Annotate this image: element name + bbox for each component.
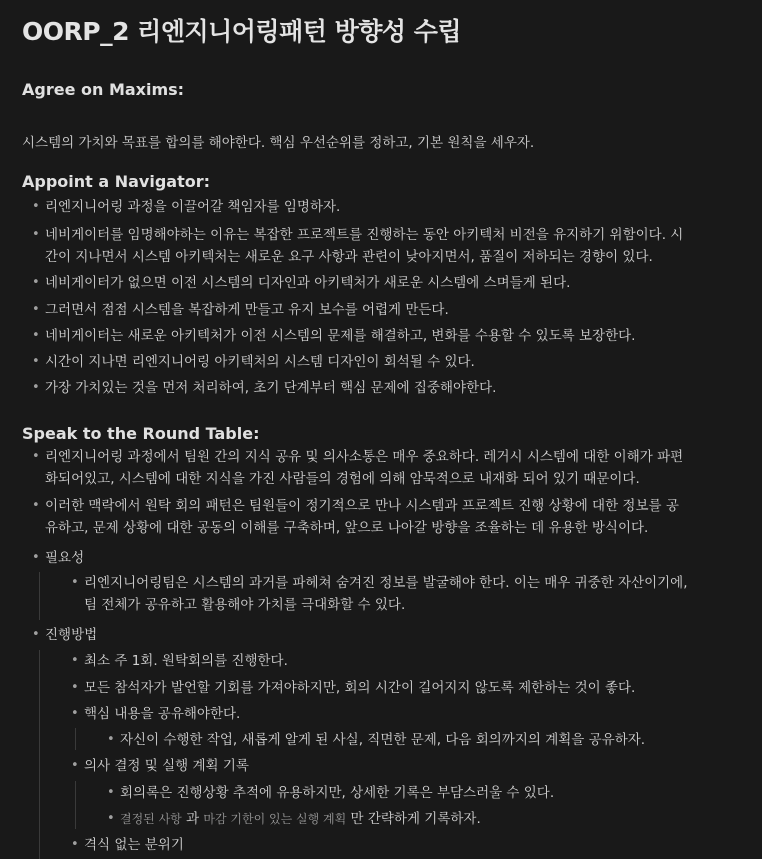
heading-agree-on-maxims: Agree on Maxims:	[22, 80, 185, 99]
bullet-icon: •	[107, 732, 115, 747]
list-item-text: 그러면서 점점 시스템을 복잡하게 만들고 유지 보수를 어렵게 만든다.	[45, 302, 449, 318]
list-item	[71, 572, 688, 616]
list-item-text: 회의록은 진행상황 추적에 유용하지만, 상세한 기록은 부담스러울 수 있다.	[120, 785, 555, 801]
list-item-text: 자신이 수행한 작업, 새롭게 알게 된 사실, 직면한 문제, 다음 회의까지의 계획을 공유하자.	[120, 732, 646, 748]
list-item	[71, 677, 636, 699]
bullet-icon: •	[32, 380, 40, 395]
list-item-text: 네비게이터는 새로운 아키텍처가 이전 시스템의 문제를 해결하고, 변화를 수용할 수 있도록 보장한다.	[45, 328, 636, 344]
list-item-text: 격식 없는 분위기	[84, 837, 184, 853]
list-item-text: 리엔지니어링팀은 시스템의 과거를 파헤쳐 숨겨진 정보를 발굴해야 한다. 이는 매우 귀중한 자산이기에,	[84, 575, 688, 591]
inline-code-action-plan: 마감 기한이 있는 실행 계획	[203, 812, 347, 826]
list-item-text: 이러한 맥락에서 원탁 회의 패턴은 팀원들이 정기적으로 만나 시스템과 프로젝트 진행 상황에 대한 정보를 공	[45, 498, 679, 514]
list-item-text: 필요성	[45, 550, 85, 566]
list-item	[107, 729, 646, 751]
heading-speak-to-the-round-table: Speak to the Round Table:	[22, 424, 260, 443]
list-item-text: 모든 참석자가 발언할 기회를 가져야하지만, 회의 시간이 길어지지 않도록 제한하는 것이 좋다.	[84, 680, 636, 696]
page-title: OORP_2 리엔지니어링패턴 방향성 수립	[22, 17, 462, 46]
bullet-icon: •	[107, 811, 115, 826]
list-item	[32, 299, 449, 321]
nesting-guide-line	[39, 650, 40, 859]
list-item-text: 리엔지니어링 과정에서 팀원 간의 지식 공유 및 의사소통은 매우 중요하다. 레거시 시스템에 대한 이해가 파편	[45, 449, 684, 465]
list-item	[32, 272, 571, 294]
list-item	[32, 325, 636, 347]
list-item	[71, 650, 288, 672]
list-item	[71, 755, 249, 777]
list-item-process	[32, 624, 98, 646]
list-item-text: 핵심 내용을 공유해야한다.	[84, 706, 241, 722]
bullet-icon: •	[32, 328, 40, 343]
nesting-guide-line	[75, 728, 76, 750]
list-item-text: 진행방법	[45, 627, 98, 643]
bullet-icon: •	[32, 449, 40, 464]
heading-appoint-a-navigator: Appoint a Navigator:	[22, 172, 211, 191]
list-item-text: 화되어있고, 시스템에 대한 지식을 가진 사람들의 경험에 의해 암묵적으로 내재화 되어 있기 때문이다.	[45, 471, 640, 487]
list-item	[32, 495, 679, 539]
bullet-icon: •	[32, 227, 40, 242]
bullet-icon: •	[32, 498, 40, 513]
bullet-icon: •	[107, 785, 115, 800]
list-item	[71, 834, 184, 856]
list-item	[32, 196, 341, 218]
list-item-text: 리엔지니어링 과정을 이끌어갈 책임자를 임명하자.	[45, 199, 341, 215]
list-item	[71, 703, 241, 725]
list-item	[32, 446, 684, 490]
list-item	[32, 224, 684, 268]
bullet-icon: •	[32, 550, 40, 565]
inline-code-decided: 결정된 사항	[120, 812, 182, 826]
list-item-text: 의사 결정 및 실행 계획 기록	[84, 758, 249, 774]
bullet-icon: •	[71, 706, 79, 721]
inline-text-and: 과	[186, 811, 200, 827]
bullet-icon: •	[32, 354, 40, 369]
list-item-text: 네비게이터가 없으면 이전 시스템의 디자인과 아키텍처가 새로운 시스템에 스며들게 된다.	[45, 275, 571, 291]
list-item-text: 가장 가치있는 것을 먼저 처리하여, 초기 단계부터 핵심 문제에 집중해야한다.	[45, 380, 497, 396]
bullet-icon: •	[71, 837, 79, 852]
bullet-icon: •	[32, 275, 40, 290]
maxims-paragraph: 시스템의 가치와 목표를 합의를 해야한다. 핵심 우선순위를 정하고, 기본 원칙을 세우자.	[22, 135, 535, 151]
bullet-icon: •	[32, 199, 40, 214]
list-item-necessity	[32, 547, 85, 569]
list-item	[107, 782, 555, 804]
bullet-icon: •	[71, 680, 79, 695]
list-item-text	[120, 808, 481, 830]
list-item-text: 시간이 지나면 리엔지니어링 아키텍처의 시스템 디자인이 회석될 수 있다.	[45, 354, 475, 370]
bullet-icon: •	[71, 575, 79, 590]
bullet-icon: •	[32, 302, 40, 317]
nesting-guide-line	[75, 781, 76, 829]
list-item-text: 유하고, 문제 상황에 대한 공동의 이해를 구축하며, 앞으로 나아갈 방향을 조율하는 데 유용한 방식이다.	[45, 520, 649, 536]
bullet-icon: •	[71, 653, 79, 668]
bullet-icon: •	[71, 758, 79, 773]
list-item-text: 간이 지나면서 시스템 아키텍처는 새로운 요구 사항과 관련이 낮아지면서, 품질이 저하되는 경향이 있다.	[45, 249, 653, 265]
nesting-guide-line	[39, 572, 40, 620]
list-item	[32, 351, 475, 373]
bullet-icon: •	[32, 627, 40, 642]
list-item	[32, 377, 497, 399]
list-item-text: 최소 주 1회. 원탁회의를 진행한다.	[84, 653, 288, 669]
inline-text-record-briefly: 만 간략하게 기록하자.	[350, 811, 481, 827]
list-item	[107, 808, 481, 830]
list-item-text: 팀 전체가 공유하고 활용해야 가치를 극대화할 수 있다.	[84, 597, 406, 613]
list-item-text: 네비게이터를 임명해야하는 이유는 복잡한 프로젝트를 진행하는 동안 아키텍처 비전을 유지하기 위함이다. 시	[45, 227, 684, 243]
